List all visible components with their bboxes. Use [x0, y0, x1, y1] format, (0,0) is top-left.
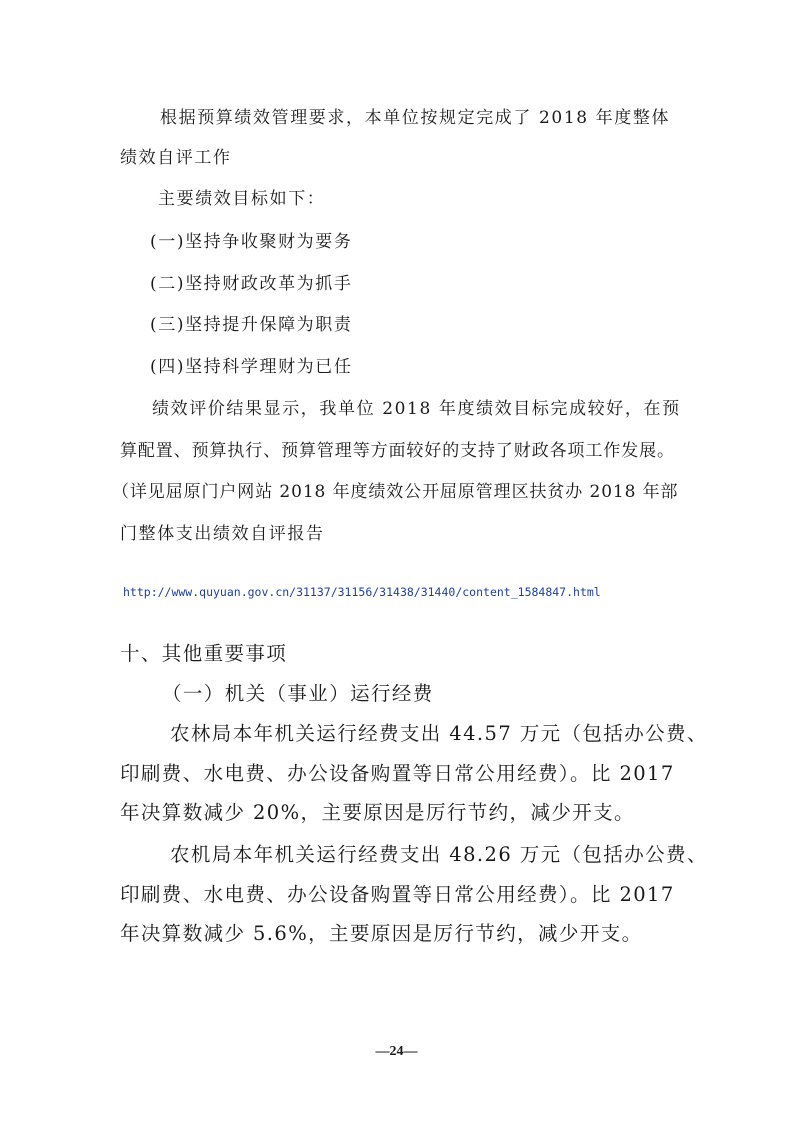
section-10-title: 十、其他重要事项: [120, 642, 288, 665]
para1-line-3: 年决算数减少 20%，主要原因是厉行节约，减少开支。: [120, 801, 635, 824]
para2-line-2: 印刷费、水电费、办公设备购置等日常公用经费）。比 2017: [120, 883, 675, 906]
evaluation-line-2: 算配置、预算执行、预算管理等方面较好的支持了财政各项工作发展。: [120, 441, 675, 461]
intro-line-1: 根据预算绩效管理要求，本单位按规定完成了 2018 年度整体: [160, 108, 671, 128]
evaluation-line-1: 绩效评价结果显示，我单位 2018 年度绩效目标完成较好，在预: [152, 399, 681, 419]
goal-item-2: (二)坚持财政改革为抓手: [150, 274, 353, 294]
goals-heading: 主要绩效目标如下：: [158, 189, 326, 209]
evaluation-line-3: （详见屈原门户网站 2018 年度绩效公开屈原管理区扶贫办 2018 年部: [112, 482, 679, 502]
para1-line-1: 农林局本年机关运行经费支出 44.57 万元（包括办公费、: [170, 722, 708, 745]
goal-item-1: (一)坚持争收聚财为要务: [150, 232, 353, 252]
para2-line-3: 年决算数减少 5.6%，主要原因是厉行节约，减少开支。: [120, 922, 643, 945]
goal-item-3: (三)坚持提升保障为职责: [150, 315, 353, 335]
intro-line-2: 绩效自评工作: [120, 148, 232, 168]
evaluation-line-4: 门整体支出绩效自评报告: [120, 524, 325, 544]
para2-line-1: 农机局本年机关运行经费支出 48.26 万元（包括办公费、: [170, 843, 708, 866]
report-link[interactable]: http://www.quyuan.gov.cn/31137/31156/31438/31440/content_1584847.html: [123, 585, 601, 599]
subsection-1-title: （一）机关（事业）运行经费: [162, 682, 434, 705]
goal-item-4: (四)坚持科学理财为已任: [150, 357, 353, 377]
page-number: —24—: [375, 1044, 418, 1059]
para1-line-2: 印刷费、水电费、办公设备购置等日常公用经费）。比 2017: [120, 762, 675, 785]
